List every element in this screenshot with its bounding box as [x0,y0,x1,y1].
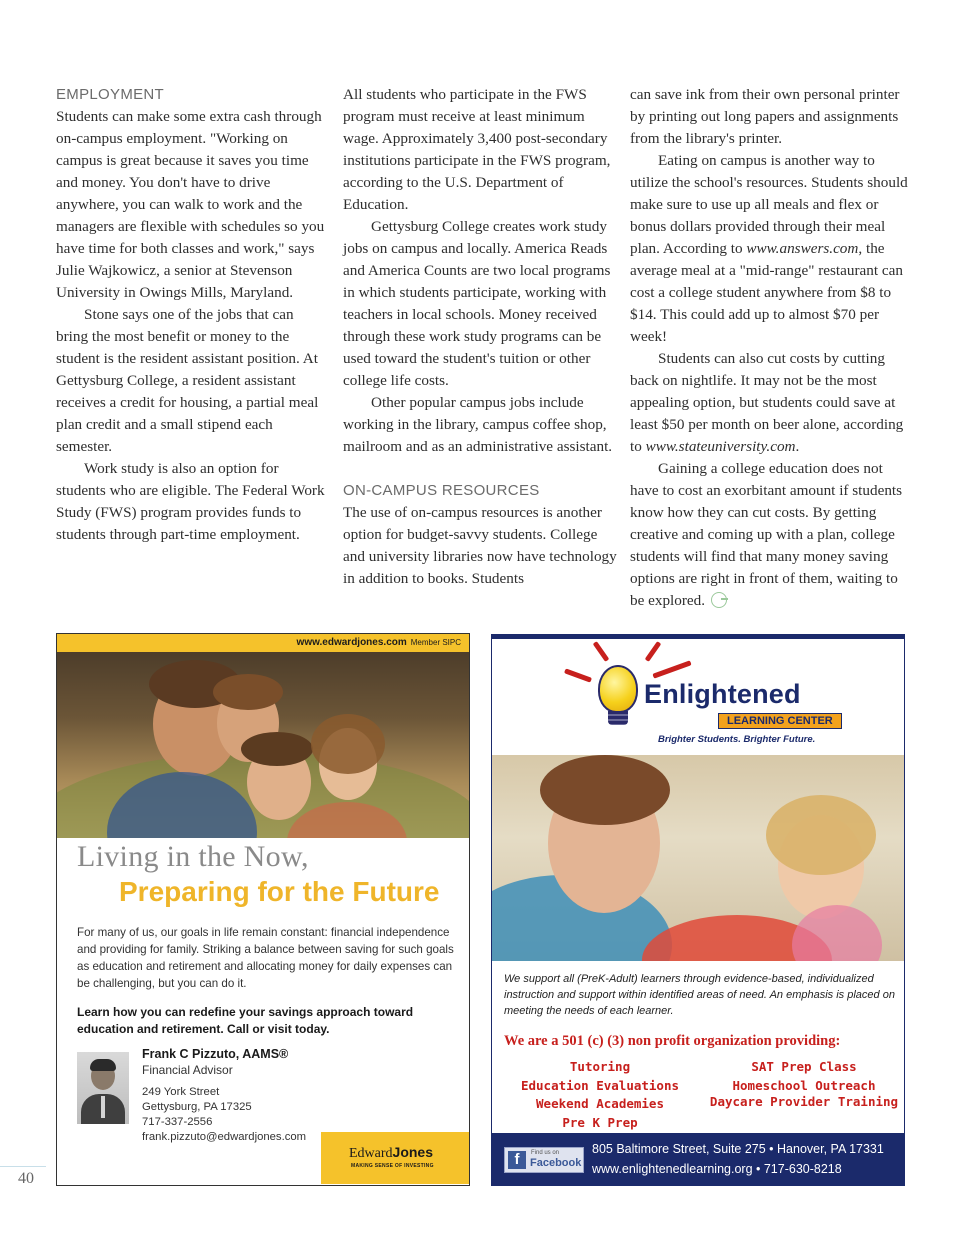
address-line: Gettysburg, PA 17325 [142,1101,252,1113]
article-paragraph: Students can make some extra cash through on-campus employment. "Working on campus is great because it saves you time and money. You don't have to drive anywhere, you can walk to work and the managers are flexible with schedules so you have time for both classes and work," says Julie Wajkowicz, a senior at Stevenson University in Owings Mills, Maryland. [56,108,325,301]
light-ray [652,660,691,678]
logo-edward: Edward [349,1146,393,1161]
page-number: 40 [18,1170,34,1187]
email-address[interactable]: frank.pizzuto@edwardjones.com [142,1131,307,1143]
article-paragraph: The use of on-campus resources is another option for budget-savvy students. College and university libraries now have technology in addition to books. Students [343,504,617,587]
advisor-role: Financial Advisor [142,1063,233,1077]
phone-number[interactable]: 717-337-2556 [142,1116,213,1128]
ad-url[interactable]: www.edwardjones.com [296,637,407,648]
brand-subtitle: LEARNING CENTER [718,713,842,729]
footer-address: 805 Baltimore Street, Suite 275 • Hanover, PA 17331 [592,1142,884,1156]
article-paragraph: can save ink from their own personal printer by printing out long papers and assignments from the library's printer. [630,86,900,147]
sipc-label: Member SIPC [410,638,461,647]
address-line: 249 York Street [142,1086,220,1098]
family-photo [57,652,469,838]
logo-tagline: MAKING SENSE OF INVESTING [351,1163,434,1169]
ad-top-bar [492,635,904,639]
ad-top-bar [57,634,469,652]
advisor-name: Frank C Pizzuto, AAMS® [142,1047,289,1061]
article-paragraph: Stone says one of the jobs that can bring the most benefit or money to the student is the resident assistant position. At Gettysburg College, a resident assistant receives a credit for housing, a partial meal plan credit and a small stipend each semester. [56,306,319,455]
article-paragraph: All students who participate in the FWS program must receive at least minimum wage. Approximately 3,400 post-secondary institutions participate in the FWS program, according to the U.S. Department of Education. [343,86,611,213]
service-item: Homeschool Outreach [732,1077,876,1093]
brand-tagline: Brighter Students. Brighter Future. [658,734,816,745]
page-rule [0,1166,46,1167]
brand-name: Enlightened [644,679,801,709]
article-paragraph [630,348,910,458]
edward-jones-ad[interactable] [56,633,470,1186]
text-run: , the average meal at a "mid-range" restaurant can cost a college student anywhere from $8 to $14. This could add up to almost $70 per week! [630,240,903,345]
stateuniversity-link[interactable]: www.stateuniversity.com [645,438,796,455]
footer-contact [592,1139,902,1179]
lightbulb-icon [598,665,638,713]
enlightened-learning-ad[interactable] [491,634,905,1186]
light-ray [593,641,610,662]
answers-link[interactable]: www.answers.com [746,240,859,257]
article-column-1 [56,84,328,546]
text-run: Gaining a college education does not have to cost an exorbitant amount if students know how they can cut costs. By getting creative and coming up with a plan, college students will find that many money saving options are right in front of them, waiting to be explored. [630,460,903,609]
light-ray [645,641,662,662]
facebook-find-label: Find us on [531,1150,560,1156]
article-paragraph: Work study is also an option for students who are eligible. The Federal Work Study (FWS) program provides funds to students through part-time employment. [56,460,325,543]
text-run: Eating on campus is another way to utilize the school's resources. Students should make sure to use up all meals and flex or bonus dollars provided through their meal plan. According to [630,152,908,257]
services-list-right [704,1058,904,1109]
article-column-2 [343,84,619,590]
text-run: Students can also cut costs by cutting back on nightlife. It may not be the most appealing option, but students could save at least $50 per month on beer alone, according to [630,350,904,455]
facebook-label: Facebook [530,1157,582,1169]
article-column-3 [630,84,910,612]
facebook-icon: f [508,1151,526,1169]
services-heading: We are a 501 (c) (3) non profit organization providing: [504,1033,841,1049]
edward-jones-logo [321,1132,469,1184]
section-heading-employment: EMPLOYMENT [56,86,165,103]
service-item: Tutoring [569,1059,631,1074]
light-ray [564,668,592,682]
ad-headline-line1: Living in the Now, [77,840,309,873]
footer-web-phone[interactable]: www.enlightenedlearning.org • 717-630-8218 [592,1162,842,1176]
section-heading-resources: ON-CAMPUS RESOURCES [343,482,540,499]
article-paragraph: Other popular campus jobs include working in the library, campus coffee shop, mailroom and as an administrative assistant. [343,394,613,455]
lightbulb-base-icon [608,711,628,725]
teacher-child-photo [492,755,904,961]
logo-jones: Jones [392,1144,434,1160]
article-paragraph: Gettysburg College creates work study jobs on campus and locally. America Reads and America Counts are two local programs in which students participate, working with teachers in local schools. Money received through these work study programs can be used toward the student's tuition or other college life costs. [343,218,611,389]
logo-wordmark [349,1144,433,1162]
ad-footer [492,1133,904,1185]
service-item: Pre K Prep [562,1114,638,1130]
ad-call-to-action: Learn how you can redefine your savings approach toward education and retirement. Call or visit today. [77,1005,414,1036]
ad-body-text: For many of us, our goals in life remain constant: financial independence and providing for family. Striking a balance between saving for such goals as education and retirement and allocating money for daily expenses can be challenging, but you can do it. [77,926,454,990]
ad-description: We support all (PreK-Adult) learners through evidence-based, individualized instruction and support within identified areas of need. An emphasis is placed on meeting the needs of each learner. [504,973,895,1017]
end-mark-icon [711,592,727,608]
article-paragraph [630,150,910,348]
advisor-photo [77,1052,129,1124]
service-item: Daycare Provider Training [709,1094,899,1109]
ad-headline-line2: Preparing for the Future [119,876,440,907]
article-paragraph [630,458,910,612]
services-list-left [500,1058,700,1132]
service-item: Education Evaluations [520,1077,680,1093]
service-item: SAT Prep Class [751,1059,857,1074]
service-item: Weekend Academies [536,1096,664,1111]
facebook-badge[interactable] [504,1147,584,1173]
advisor-contact [142,1085,306,1145]
text-run: . [795,438,800,455]
